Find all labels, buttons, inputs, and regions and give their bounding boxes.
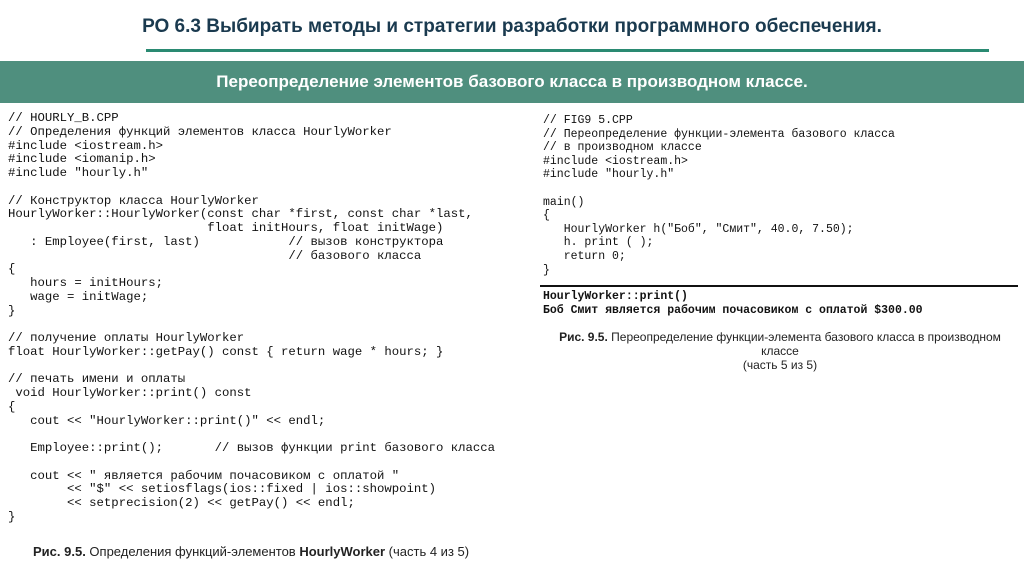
output-line-1: HourlyWorker::print() bbox=[543, 290, 688, 303]
code-listing-fig9-5: // FIG9 5.CPP // Переопределение функции-элемента базового класса // в производном классе #include <iostream.h> #include "hourly.h" main() { HourlyWorker h("Боб", "Смит", 40.0, 7.50); h. print ( ); return 0; } bbox=[543, 114, 895, 277]
figure-caption-part-4 bbox=[33, 544, 469, 559]
title-underline bbox=[146, 49, 989, 52]
caption-figure-number: Рис. 9.5. bbox=[559, 330, 608, 344]
figure-caption-part-5 bbox=[540, 330, 1020, 372]
caption-text: Определения функций-элементов bbox=[85, 544, 300, 559]
caption-text: Переопределение функции-элемента базового класса в производном классе bbox=[607, 330, 1001, 358]
caption-part: (часть 4 из 5) bbox=[385, 544, 470, 559]
section-banner: Переопределение элементов базового класса в производном классе. bbox=[0, 61, 1024, 103]
program-output bbox=[543, 290, 923, 317]
code-listing-hourly-b: // HOURLY_B.CPP // Определения функций элементов класса HourlyWorker #include <iostream.h> #include <iomanip.h> #include "hourly.h" // Конструктор класса HourlyWorker HourlyWorker::HourlyWorker(const char *first, const char *last, float initHours, float initWage) : Employee(first, last) // вызов конструктора // базового класса { hours = initHours; wage = initWage; } // получение оплаты HourlyWorker float HourlyWorker::getPay() const { return wage * hours; } // печать имени и оплаты void HourlyWorker::print() const { cout << "HourlyWorker::print()" << endl; Employee::print(); // вызов функции print базового класса cout << " является рабочим почасовиком с оплатой " << "$" << setiosflags(ios::fixed | ios::showpoint) << setprecision(2) << getPay() << endl; } bbox=[8, 111, 496, 524]
output-divider bbox=[540, 285, 1018, 287]
caption-part: (часть 5 из 5) bbox=[742, 358, 818, 372]
output-line-2: Боб Смит является рабочим почасовиком с оплатой $300.00 bbox=[543, 303, 923, 317]
slide-title: РО 6.3 Выбирать методы и стратегии разработки программного обеспечения. bbox=[142, 16, 882, 37]
caption-figure-number: Рис. 9.5. bbox=[33, 544, 86, 559]
caption-class-name: HourlyWorker bbox=[299, 544, 386, 559]
